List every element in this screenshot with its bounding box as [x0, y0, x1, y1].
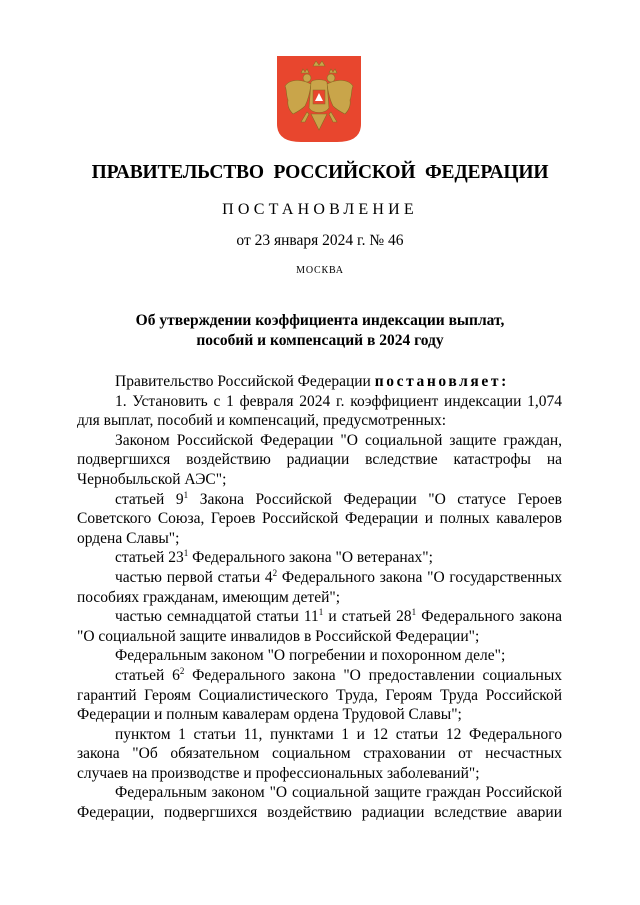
list-item-text: частью семнадцатой статьи 11	[115, 608, 319, 626]
date-number: от 23 января 2024 г. № 46	[236, 232, 404, 249]
list-item: пунктом 1 статьи 11, пунктами 1 и 12 статьи 12 Федерального закона "Об обязательном социальном страховании от несчастных случаев на производстве и профессиональных заболеваний";	[77, 725, 562, 782]
superscript: 1	[183, 489, 189, 500]
resolves-word: постановляет:	[374, 373, 509, 390]
list-item: Федеральным законом "О социальной защите граждан Российской Федерации, подвергшихся воздействию радиации вследствие аварии	[77, 784, 562, 822]
preamble	[77, 372, 562, 392]
superscript: 1	[411, 607, 417, 618]
title-line-1: Об утверждении коэффициента индексации выплат,	[135, 312, 505, 329]
superscript: 2	[272, 567, 278, 578]
list-item	[77, 666, 562, 725]
coat-of-arms-icon	[277, 56, 361, 142]
list-item-text: статьей 6	[115, 666, 180, 684]
clause-1: 1. Установить с 1 февраля 2024 г. коэффициент индексации 1,074 для выплат, пособий и компенсаций, предусмотренных:	[77, 392, 562, 430]
document-type: ПОСТАНОВЛЕНИЕ	[222, 201, 418, 218]
list-item-text: частью первой статьи 4	[115, 568, 273, 586]
preamble-text: Правительство Российской Федерации	[115, 373, 375, 390]
list-item-text: статьей 23	[115, 549, 184, 567]
list-item-text: статьей 9	[115, 490, 184, 508]
authority-name: ПРАВИТЕЛЬСТВО РОССИЙСКОЙ ФЕДЕРАЦИИ	[91, 162, 549, 183]
list-item-text: и статьей 28	[323, 608, 412, 626]
document-body	[77, 372, 562, 823]
list-item	[77, 607, 562, 646]
coat-of-arms-graphic	[277, 56, 361, 142]
list-item-text: Федерального закона "О предоставлении социальных гарантий Героям Социалистического Труда, Героям Труда Российской Федерации и полным кавалерам ордена Трудовой Славы";	[77, 666, 562, 724]
list-item-text: Закона Российской Федерации "О статусе Героев Советского Союза, Героев Российской Федерации и полных кавалеров ордена Славы";	[77, 490, 562, 547]
superscript: 1	[183, 548, 189, 559]
list-item: Федеральным законом "О погребении и похоронном деле";	[115, 647, 506, 665]
list-item	[77, 548, 562, 568]
city: МОСКВА	[296, 265, 344, 276]
list-item	[77, 490, 562, 549]
list-item-text: Федерального закона "О социальной защите инвалидов в Российской Федерации";	[77, 608, 562, 645]
document-title	[60, 311, 580, 350]
superscript: 2	[179, 665, 185, 676]
list-item: Законом Российской Федерации "О социальной защите граждан, подвергшихся воздействию радиации вследствие катастрофы на Чернобыльской АЭС";	[77, 431, 562, 488]
list-item-text: Федерального закона "О ветеранах";	[188, 549, 433, 567]
list-item	[77, 568, 562, 607]
list-item-text: Федерального закона "О государственных пособиях гражданам, имеющим детей";	[77, 568, 562, 606]
superscript: 1	[318, 607, 324, 618]
title-line-2: пособий и компенсаций в 2024 году	[196, 331, 444, 349]
